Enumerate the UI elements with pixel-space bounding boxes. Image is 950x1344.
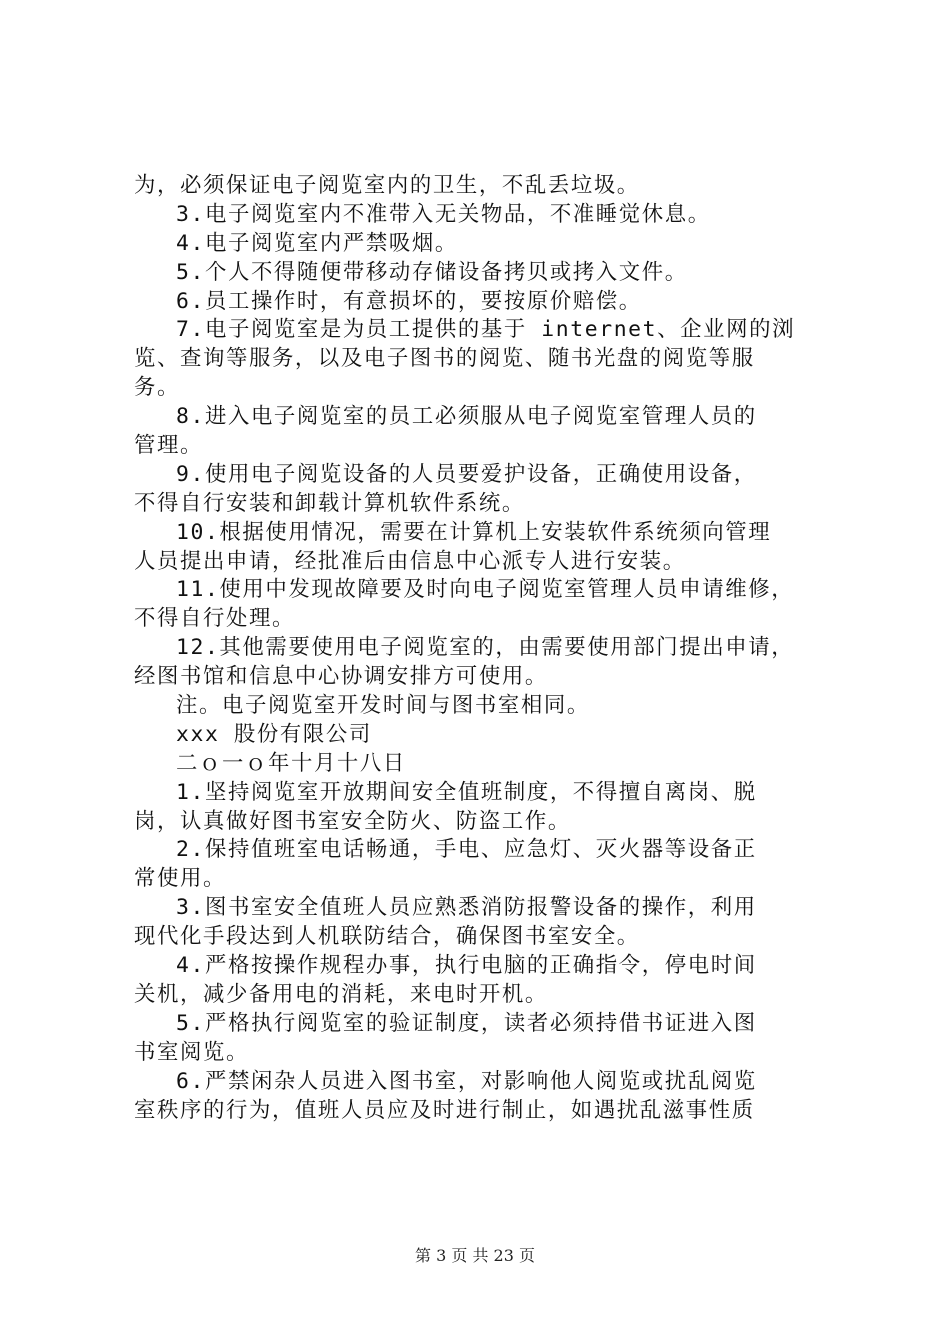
text-line: 二ｏ一ｏ年十月十八日 [176,750,406,776]
text-line: 7.电子阅览室是为员工提供的基于 internet、企业网的浏 [176,317,796,343]
text-line: 3.电子阅览室内不准带入无关物品，不准睡觉休息。 [176,201,711,227]
text-line: 1.坚持阅览室开放期间安全值班制度，不得擅自离岗、脱 [176,779,757,805]
text-line: 4.严格按操作规程办事，执行电脑的正确指令，停电时间 [176,953,757,979]
text-line: 岗，认真做好图书室安全防火、防盗工作。 [134,808,571,834]
text-line: 8.进入电子阅览室的员工必须服从电子阅览室管理人员的 [176,404,757,430]
text-line: 不得自行处理。 [134,606,295,632]
text-line: 12.其他需要使用电子阅览室的，由需要使用部门提出申请， [176,635,795,661]
text-line: 注。电子阅览室开发时间与图书室相同。 [176,693,590,719]
text-line: 常使用。 [134,866,226,892]
text-line: 览、查询等服务，以及电子图书的阅览、随书光盘的阅览等服 [134,346,755,372]
text-line: 为，必须保证电子阅览室内的卫生，不乱丢垃圾。 [134,173,640,198]
text-line: 9.使用电子阅览设备的人员要爱护设备，正确使用设备， [176,461,757,487]
page-footer: 第 3 页 共 23 页 [415,1246,535,1265]
text-line: 3.图书室安全值班人员应熟悉消防报警设备的操作，利用 [176,895,757,921]
document-body [134,172,834,1125]
text-line: 10.根据使用情况，需要在计算机上安装软件系统须向管理 [176,519,772,545]
text-line: xxx 股份有限公司 [176,721,372,747]
text-line: 务。 [134,375,180,401]
text-line: 现代化手段达到人机联防结合，确保图书室安全。 [134,924,640,950]
text-line: 5.个人不得随便带移动存储设备拷贝或拷入文件。 [176,259,688,285]
text-line: 5.严格执行阅览室的验证制度，读者必须持借书证进入图 [176,1010,757,1036]
text-line: 6.员工操作时，有意损坏的，要按原价赔偿。 [176,288,642,314]
text-line: 书室阅览。 [134,1039,249,1065]
text-line: 不得自行安装和卸载计算机软件系统。 [134,490,525,516]
text-line: 经图书馆和信息中心协调安排方可使用。 [134,664,548,690]
text-line: 关机，减少备用电的消耗，来电时开机。 [134,981,548,1007]
text-line: 6.严禁闲杂人员进入图书室，对影响他人阅览或扰乱阅览 [176,1068,757,1094]
text-line: 管理。 [134,433,203,459]
text-line: 4.电子阅览室内严禁吸烟。 [176,230,458,256]
text-line: 11.使用中发现故障要及时向电子阅览室管理人员申请维修， [176,577,795,603]
text-line: 室秩序的行为，值班人员应及时进行制止，如遇扰乱滋事性质 [134,1097,755,1123]
text-line: 2.保持值班室电话畅通，手电、应急灯、灭火器等设备正 [176,837,757,863]
text-line: 人员提出申请，经批准后由信息中心派专人进行安装。 [134,548,686,574]
